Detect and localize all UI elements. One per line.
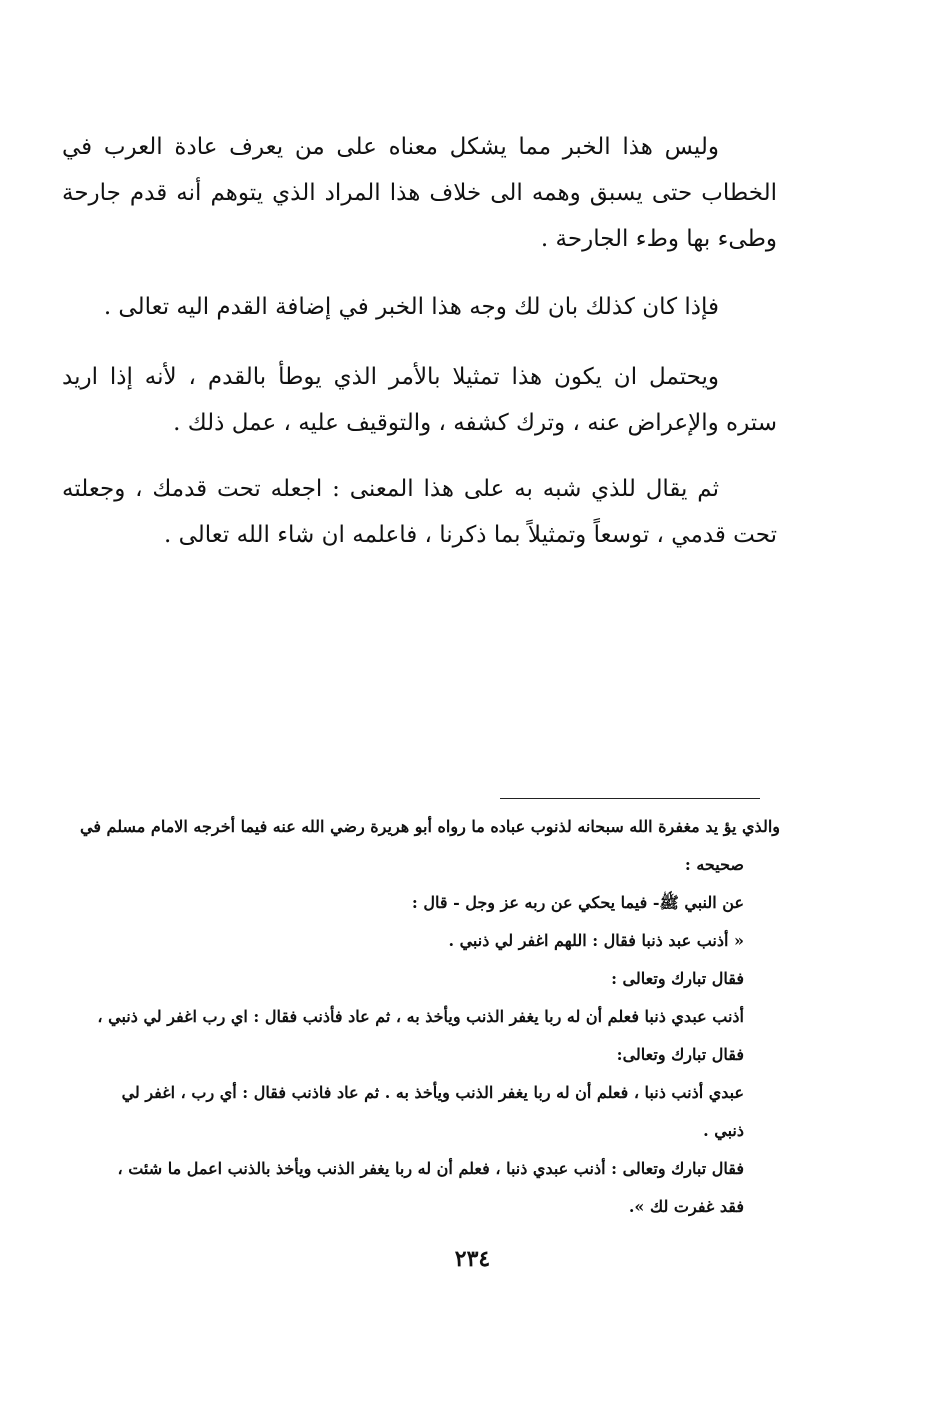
footnote-line: فقال تبارك وتعالى : xyxy=(611,969,744,988)
paragraph-2: فإذا كان كذلك بان لك وجه هذا الخبر في إضافة القدم اليه تعالى . xyxy=(103,294,719,320)
main-text-2 xyxy=(62,284,777,330)
footnote-line: عن النبي ﷺ- فيما يحكي عن ربه عز وجل - قال : xyxy=(411,893,744,912)
paragraph-3: ويحتمل ان يكون هذا تمثيلا بالأمر الذي يوطأ بالقدم ، لأنه إذا اريد ستره والإعراض عنه ، وترك كشفه ، والتوقيف عليه ، عمل ذلك . xyxy=(62,364,777,436)
page-number: ٢٣٤ xyxy=(454,1246,491,1272)
footnote-line: فقد غفرت لك ». xyxy=(628,1197,744,1216)
paragraph-4: ثم يقال للذي شبه به على هذا المعنى : اجعله تحت قدمك ، وجعلته تحت قدمي ، توسعاً وتمثيلاً بما ذكرنا ، فاعلمه ان شاء الله تعالى . xyxy=(62,476,777,548)
footnote-line: ذنبي . xyxy=(703,1121,744,1140)
footnote-line: فقال تبارك وتعالى : أذنب عبدي ذنبا ، فعلم أن له ربا يغفر الذنب ويأخذ بالذنب اعمل ما شئت ، xyxy=(117,1159,744,1178)
main-text xyxy=(62,124,777,262)
footnote-line: أذنب عبدي ذنبا فعلم أن له ربا يغفر الذنب ويأخذ به ، ثم عاد فأذنب فقال : اي رب اغفر لي ذنبي ، xyxy=(97,1007,744,1026)
footnote-line: « أذنب عبد ذنبا فقال : اللهم اغفر لي ذنبي . xyxy=(448,931,744,950)
footnote-line: والذي يؤ يد مغفرة الله سبحانه لذنوب عباده ما رواه أبو هريرة رضي الله عنه فيما أخرجه الامام مسلم في xyxy=(80,817,780,836)
footnote-separator xyxy=(500,798,760,799)
main-text-3 xyxy=(62,354,777,446)
footnote-line: صحيحه : xyxy=(684,855,744,874)
main-text-4 xyxy=(62,466,777,558)
footnote-line: فقال تبارك وتعالى: xyxy=(616,1045,744,1064)
footnotes xyxy=(62,808,780,1226)
footnote-line: عبدي أذنب ذنبا ، فعلم أن له ربا يغفر الذنب ويأخذ به . ثم عاد فاذنب فقال : أي رب ، اغفر لي xyxy=(121,1083,744,1102)
paragraph-1: وليس هذا الخبر مما يشكل معناه على من يعرف عادة العرب في الخطاب حتى يسبق وهمه الى خلاف هذا المراد الذي يتوهم أنه قدم جارحة وطىء بها وطء الجارحة . xyxy=(62,134,777,252)
